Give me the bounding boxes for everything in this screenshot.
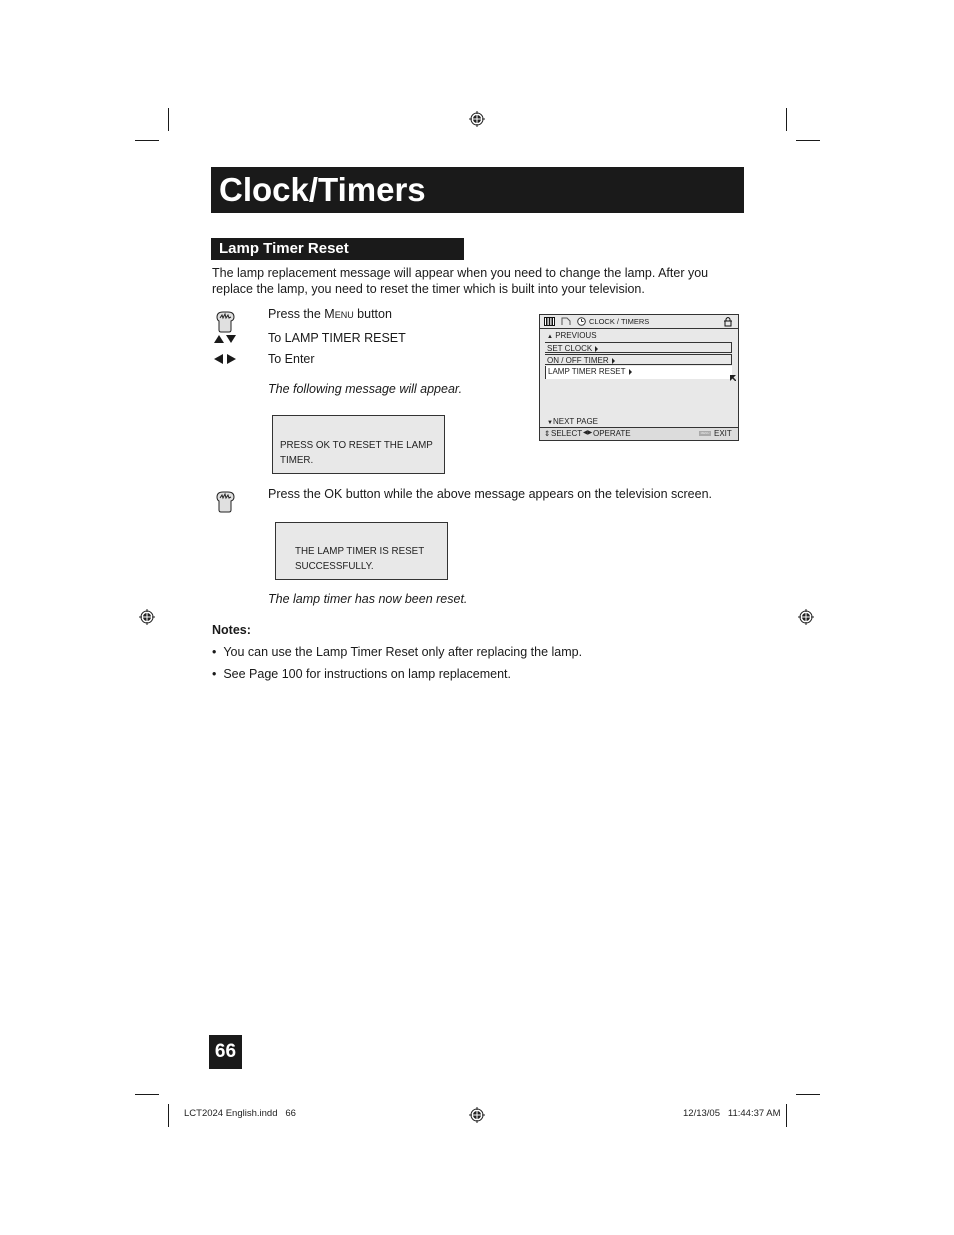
registration-mark-icon	[469, 1107, 485, 1123]
print-timestamp: 12/13/05 11:44:37 AM	[683, 1108, 781, 1119]
operate-hint: OPERATE	[593, 429, 631, 438]
note-item: • You can use the Lamp Timer Reset only after replacing the lamp.	[212, 645, 583, 659]
registration-mark-icon	[139, 609, 155, 625]
left-right-icon: ◀▶	[583, 430, 593, 436]
crop-mark	[796, 1094, 820, 1095]
step-press-menu: Press the Menu button	[268, 307, 392, 321]
tv-menu-item-on-off-timer[interactable]: ON / OFF TIMER	[545, 354, 732, 365]
crop-mark	[135, 140, 159, 141]
tv-menu-footer	[540, 427, 738, 440]
tv-menu-item-lamp-timer-reset[interactable]: LAMP TIMER RESET	[545, 366, 732, 379]
lock-icon	[724, 316, 732, 327]
chevron-right-icon	[595, 346, 598, 352]
crop-mark	[168, 1104, 169, 1127]
chevron-right-icon	[612, 358, 615, 364]
notes-heading: Notes:	[212, 623, 251, 637]
hand-press-icon	[213, 489, 237, 513]
bullet: •	[212, 645, 224, 659]
step-enter: To Enter	[268, 352, 315, 366]
cursor-icon	[730, 375, 736, 381]
tv-menu-header	[540, 315, 738, 329]
page-number: 66	[209, 1035, 242, 1069]
registration-mark-icon	[469, 111, 485, 127]
step-press-ok: Press the OK button while the above message appears on the television screen.	[268, 487, 713, 501]
tv-menu-item-set-clock[interactable]: SET CLOCK	[545, 342, 732, 353]
tv-menu-screen	[539, 314, 739, 441]
clock-icon	[577, 317, 586, 326]
message-line: THE LAMP TIMER IS RESET	[295, 546, 425, 557]
chevron-right-icon	[629, 369, 632, 375]
bullet: •	[212, 667, 224, 681]
select-hint: SELECT	[551, 429, 583, 438]
section-title-bar	[211, 238, 464, 260]
crop-mark	[796, 140, 820, 141]
crop-mark	[168, 108, 169, 131]
tv-menu-title: CLOCK / TIMERS	[589, 317, 650, 326]
page-title-bar	[211, 167, 744, 213]
hand-press-icon	[213, 309, 237, 333]
reset-done-note: The lamp timer has now been reset.	[268, 592, 468, 606]
note-item: • See Page 100 for instructions on lamp replacement.	[212, 667, 511, 681]
exit-hint: EXIT	[714, 429, 732, 438]
message-line: SUCCESSFULLY.	[295, 561, 374, 572]
message-line: PRESS OK TO RESET THE LAMP	[280, 440, 433, 451]
reset-success-message-box	[275, 522, 448, 580]
registration-mark-icon	[798, 609, 814, 625]
crop-mark	[786, 108, 787, 131]
page-title: Clock/Timers	[219, 171, 426, 208]
tv-menu-previous[interactable]: ▲ PREVIOUS	[547, 331, 597, 340]
print-file-info: LCT2024 English.indd 66	[184, 1108, 296, 1119]
crop-mark	[135, 1094, 159, 1095]
picture-settings-icon	[544, 317, 555, 326]
tv-menu-next-page[interactable]: ▼NEXT PAGE	[547, 417, 599, 426]
reset-prompt-message-box	[272, 415, 445, 474]
intro-paragraph: The lamp replacement message will appear when you need to change the lamp. After you replace the lamp, you need to reset the timer which is built into your television.	[212, 266, 709, 296]
menu-key-label: Menu	[324, 307, 354, 321]
crop-mark	[786, 1104, 787, 1127]
sound-settings-icon	[561, 317, 571, 326]
menu-key-icon: MENU	[700, 431, 710, 435]
left-right-arrows-icon	[213, 354, 237, 364]
message-line: TIMER.	[280, 455, 314, 466]
following-message-note: The following message will appear.	[268, 382, 463, 396]
step-navigate: To LAMP TIMER RESET	[268, 331, 406, 345]
up-down-arrows-icon	[213, 334, 237, 344]
up-down-icon: ⇕	[544, 429, 551, 438]
section-title: Lamp Timer Reset	[219, 240, 349, 257]
